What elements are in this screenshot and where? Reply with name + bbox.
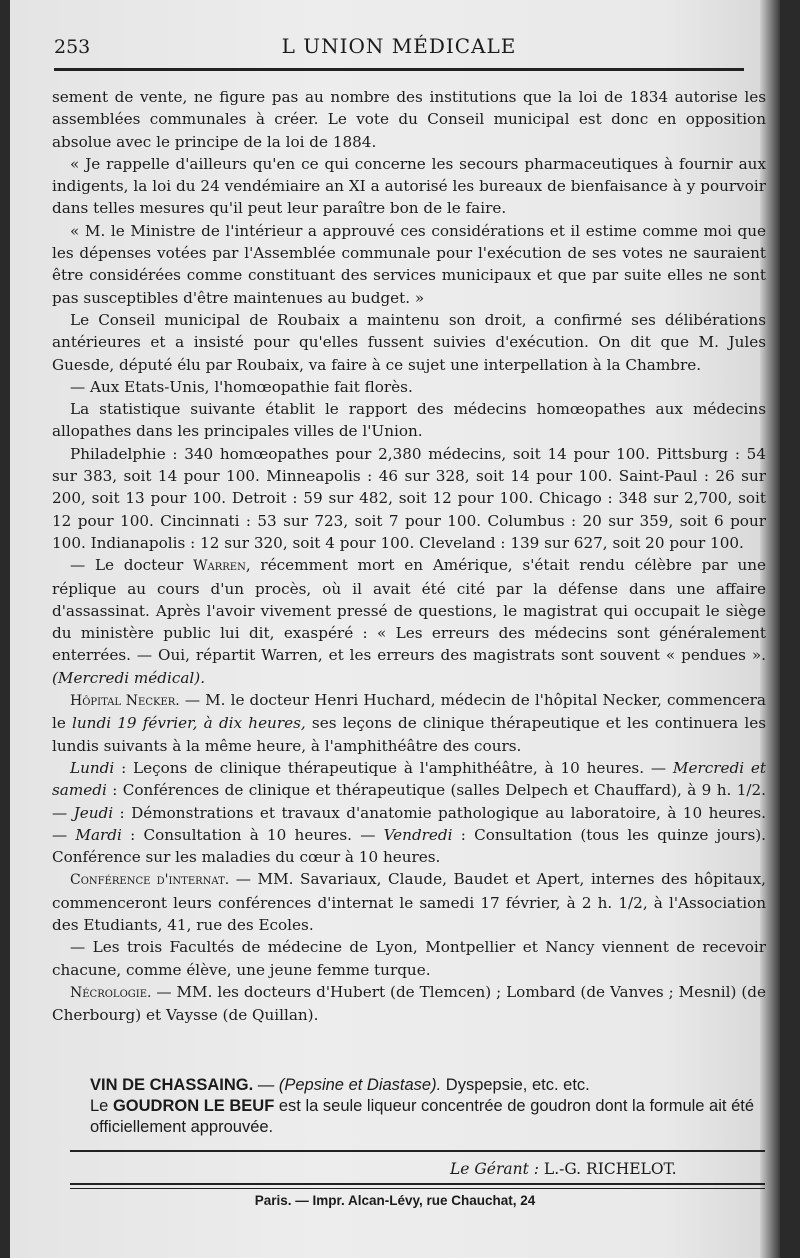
ad-vin-text: Dyspepsie, etc. etc.: [441, 1076, 590, 1094]
ad-vin-chassaing: [90, 1075, 770, 1096]
paragraph-loi: sement de vente, ne figure pas au nombre des institutions que la loi de 1834 autorise les assemblées communales à créer. Le vote du Conseil municipal est donc en opposition absolue avec le principe de la loi de 1884.: [52, 88, 766, 151]
ad-vin-name: VIN DE CHASSAING.: [90, 1076, 254, 1094]
paragraph-internat: [52, 868, 766, 936]
paragraph-necker: [52, 689, 766, 757]
warren-name: Warren: [193, 558, 246, 575]
ad-goudron-name: GOUDRON LE BEUF: [112, 1097, 275, 1115]
necker-text-b: ses leçons de clinique thérapeutique et les continuera les lundis suivants à la même heure, à l'amphithéâtre des cours.: [52, 714, 766, 755]
schedule-text-a: : Leçons de clinique thérapeutique à l'amphithéâtre, à 10 heures. —: [114, 758, 673, 777]
necker-date: lundi 19 février, à dix heures,: [72, 714, 306, 733]
schedule-jeudi: Jeudi: [73, 803, 114, 822]
gerant-line: [450, 1160, 677, 1178]
imprint-rule-thin: [70, 1188, 765, 1189]
schedule-vendredi: Vendredi: [383, 825, 453, 844]
paragraph-warren: [52, 554, 766, 689]
paragraph-secours: « Je rappelle d'ailleurs qu'en ce qui concerne les secours pharmaceutiques à fournir aux indigents, la loi du 24 vendémiaire an XI a autorisé les bureaux de bienfaisance à y pourvoir dans telles mesures qu'il peut leur paraître bon de le faire.: [52, 154, 766, 218]
gerant-name: L.-G. RICHELOT.: [538, 1160, 677, 1178]
article-body: [52, 86, 766, 1026]
paragraph-schedule: [52, 757, 766, 868]
gerant-label: Le Gérant :: [450, 1160, 539, 1178]
ad-goudron-text: est la seule liqueur concentrée de goudron dont la formule ait été officiellement approuvée.: [90, 1097, 755, 1136]
internat-label: Conférence d'internat.: [70, 872, 230, 889]
footer-rule: [70, 1150, 765, 1152]
advertisements: [90, 1075, 770, 1138]
internat-text: — MM. Savariaux, Claude, Baudet et Apert, internes des hôpitaux, commenceront leurs conférences d'internat le samedi 17 février, à 2 h. 1/2, à l'Association des Etudiants, 41, rue des Ecoles.: [52, 870, 766, 934]
schedule-text-d: : Consultation à 10 heures. —: [121, 825, 384, 844]
header-rule: [54, 68, 744, 71]
ad-goudron: [90, 1096, 770, 1138]
schedule-text-b: : Conférences de clinique et thérapeutique (salles Delpech et Chauffard), à 9 h. 1/2. —: [52, 781, 766, 822]
paragraph-ministre: « M. le Ministre de l'intérieur a approuvé ces considérations et il estime comme moi que les dépenses votées par l'Assemblée communale pour l'exécution de ses votes ne sauraient être considérées comme constituant des services municipaux et que par suite elles ne sont pas susceptibles d'être maintenues au budget. »: [52, 221, 766, 307]
paragraph-villes: Philadelphie : 340 homœopathes pour 2,380 médecins, soit 14 pour 100. Pittsburg : 54 sur 383, soit 14 pour 100. Minneapolis : 46 sur 328, soit 14 pour 100. Saint-Paul : 26 sur 200, soit 13 pour 100. Detroit : 59 sur 482, soit 12 pour 100. Chicago : 348 sur 2,700, soit 12 pour 100. Cincinnati : 53 sur 723, soit 7 pour 100. Columbus : 20 sur 359, soit 6 pour 100. Indianapolis : 12 sur 320, soit 4 pour 100. Cleveland : 139 sur 627, soit 20 pour 100.: [52, 444, 766, 552]
warren-text: , récemment mort en Amérique, s'était rendu célèbre par une réplique au cours d'un procès, où il avait été cité par la défense dans une affaire d'assassinat. Après l'avoir vivement pressé de questions, le magistrat qui occupait le siège du ministère public lui dit, exaspéré : « Les erreurs des médecins sont généralement enterrées. — Oui, répartit Warren, et les erreurs des magistrats sont souvent « pendues ».: [52, 556, 767, 665]
necker-label: Hôpital Necker.: [70, 693, 180, 710]
newspaper-page: [10, 0, 780, 1258]
paragraph-facultes: — Les trois Facultés de médecine de Lyon, Montpellier et Nancy viennent de recevoir chacune, comme élève, une jeune femme turque.: [52, 938, 766, 979]
ad-vin-paren: (Pepsine et Diastase).: [278, 1076, 442, 1094]
imprint-rule-thick: [70, 1183, 765, 1185]
page-number: 253: [54, 36, 91, 58]
necrologie-label: Nécrologie.: [70, 984, 152, 1001]
schedule-text-e: : Consultation (tous les quinze jours). Conférence sur les maladies du cœur à 10 heures.: [52, 825, 766, 867]
page-header: [54, 32, 744, 62]
schedule-text-c: : Démonstrations et travaux d'anatomie pathologique au laboratoire, à 10 heures. —: [52, 803, 766, 844]
warren-lead: — Le docteur: [70, 556, 194, 575]
paragraph-necrologie: [52, 981, 766, 1027]
necrologie-text: — MM. les docteurs d'Hubert (de Tlemcen) ; Lombard (de Vanves ; Mesnil) (de Cherbourg) et Vaysse (de Quillan).: [52, 982, 766, 1025]
schedule-mardi: Mardi: [75, 825, 122, 844]
paragraph-statistique: La statistique suivante établit le rapport des médecins homœopathes aux médecins allopathes dans les principales villes de l'Union.: [52, 400, 766, 441]
schedule-mercredi: Mercredi et samedi: [52, 758, 766, 800]
paragraph-roubaix: Le Conseil municipal de Roubaix a maintenu son droit, a confirmé ses délibérations antérieures et a insisté pour qu'elles fussent suivies d'exécution. On dit que M. Jules Guesde, député élu par Roubaix, va faire à ce sujet une interpellation à la Chambre.: [52, 310, 766, 374]
ad-vin-dash: —: [253, 1076, 279, 1094]
journal-title: L UNION MÉDICALE: [281, 34, 517, 58]
imprint-line: Paris. — Impr. Alcan-Lévy, rue Chauchat, 24: [254, 1193, 536, 1208]
warren-source: (Mercredi médical).: [52, 668, 206, 687]
schedule-lundi: Lundi: [70, 758, 115, 777]
paragraph-etats-unis: — Aux Etats-Unis, l'homœopathie fait florès.: [70, 377, 413, 396]
necker-text-a: — M. le docteur Henri Huchard, médecin de l'hôpital Necker, commencera le: [52, 691, 766, 733]
ad-goudron-lead: Le: [90, 1097, 113, 1115]
